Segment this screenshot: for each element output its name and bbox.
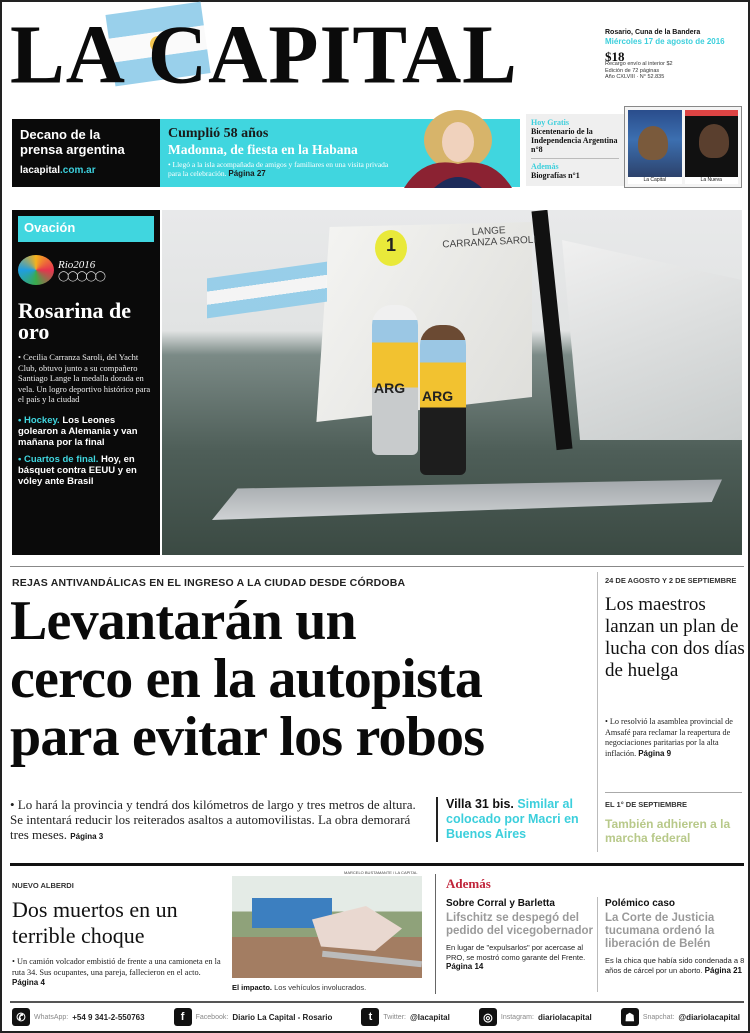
sail-name-2: CARRANZA SAROLI	[442, 234, 537, 251]
footer-divider	[10, 1001, 744, 1003]
photo-caption	[232, 983, 366, 992]
photo-credit: MARCELO BUSTAMANTE / LA CAPITAL	[344, 870, 418, 875]
portrait-graphic	[638, 126, 668, 160]
footer-label: Snapchat:	[642, 1013, 675, 1021]
sail-graphic	[562, 240, 742, 440]
social-footer	[8, 1005, 744, 1029]
brief-text: Los Leones golearon a Alemania y van mañana por la final	[18, 414, 138, 448]
madonna-photo	[394, 106, 522, 188]
page-ref: Página 21	[704, 965, 743, 975]
portrait-graphic	[699, 124, 729, 158]
ovacion-body: • Cecilia Carranza Saroli, del Yacht Club, obtuvo junto a su compañero Santiago Lange la medalla dorada en vela. Un logro deportivo histórico para el país y la ciudad	[18, 352, 151, 404]
whatsapp-icon: ✆	[12, 1008, 30, 1026]
page-ref: Página 4	[12, 978, 45, 987]
side-key: Villa 31 bis.	[446, 797, 514, 811]
teachers-body	[605, 717, 743, 759]
main-lede	[10, 797, 430, 844]
price-note: Recargo envío al interior $2	[605, 61, 673, 67]
headline-line: cerco en la autopista	[10, 648, 483, 710]
villa31-sidebar[interactable]	[436, 797, 591, 842]
crash-kicker: NUEVO ALBERDI	[12, 881, 74, 890]
ovacion-headline: Rosarina de oro	[18, 298, 132, 344]
page-ref: Página 3	[70, 832, 104, 841]
footer-value: @diariolacapital	[678, 1012, 740, 1022]
decano-line2: prensa argentina	[20, 142, 125, 157]
footer-label: Twitter:	[383, 1013, 406, 1021]
teaser-body-text: • Llegó a la isla acompañada de amigos y familiares en una visita privada para la celebración.	[168, 160, 389, 178]
logo-capital: CAPITAL	[147, 8, 518, 101]
ademas-label: Además	[446, 876, 491, 891]
headline-line: para evitar los robos	[10, 706, 485, 768]
brief-hockey	[18, 415, 154, 448]
issue-number: Año CXLVIII · N° 52.835	[605, 74, 665, 80]
page-ref: Página 9	[638, 748, 672, 758]
story-body: En lugar de "expulsarlos" por acercase al PRO, se mostró como garante del Frente.	[446, 943, 586, 962]
edition-meta	[605, 28, 745, 81]
march-headline[interactable]: También adhieren a la marcha federal	[605, 817, 731, 845]
footer-value: +54 9 341-2-550763	[72, 1012, 145, 1022]
bib-text: ARG	[422, 388, 454, 404]
footer-value: diariolacapital	[537, 1012, 592, 1022]
rio-text: Rio2016	[58, 258, 96, 271]
cover-bicentenario	[628, 110, 682, 184]
date-line: Miércoles 17 de agosto de 2016	[605, 37, 725, 46]
waving-flag-graphic	[207, 262, 327, 319]
teachers-kicker: 24 DE AGOSTO Y 2 DE SEPTIEMBRE	[605, 576, 737, 585]
url-tld: .com.ar	[60, 165, 96, 176]
column-divider	[435, 874, 436, 994]
teaser-kicker: Cumplió 58 años	[168, 126, 269, 141]
story-kicker: Polémico caso	[605, 898, 676, 909]
teachers-headline[interactable]: Los maestros lanzan un plan de lucha con dos días de huelga	[605, 594, 745, 681]
cover-caption: La Capital	[628, 177, 682, 184]
olympic-rings-icon: ◯◯◯◯◯	[58, 270, 104, 282]
belen-story[interactable]	[605, 898, 745, 975]
snapchat-icon: ☗	[621, 1008, 639, 1026]
facebook-icon: f	[174, 1008, 192, 1026]
footer-label: Facebook:	[195, 1013, 229, 1021]
story-kicker: Sobre Corral y Barletta	[446, 898, 555, 909]
footer-facebook[interactable]	[174, 1008, 333, 1026]
sailing-gold-photo	[162, 210, 742, 555]
website-link[interactable]	[20, 165, 152, 176]
crash-photo	[232, 876, 422, 978]
city-line: Rosario, Cuna de la Bandera	[605, 29, 701, 36]
brief-key: • Cuartos de final.	[18, 453, 99, 465]
side-text: Similar al colocado por Macri en Buenos Aires	[446, 797, 579, 841]
guardrail-graphic	[322, 951, 422, 967]
price: $18	[605, 49, 625, 64]
cover-biografias	[685, 110, 739, 184]
section-divider	[10, 863, 744, 866]
footer-label: WhatsApp:	[34, 1013, 69, 1021]
sail-name-1: LANGE	[471, 225, 506, 238]
cover-caption: La Nueva	[685, 177, 739, 184]
crash-body	[12, 957, 227, 989]
main-kicker: REJAS ANTIVANDÁLICAS EN EL INGRESO A LA CIUDAD DESDE CÓRDOBA	[12, 577, 406, 589]
caption-text: Los vehículos involucrados.	[272, 983, 367, 992]
lede-text: • Lo hará la provincia y tendrá dos kilómetros de largo y tres metros de altura. Se intentará reducir los reiterados asaltos a automovilistas. La obra demorará tres meses.	[10, 797, 416, 842]
bib-text: ARG	[374, 380, 406, 396]
decano-box	[12, 119, 160, 187]
crash-headline[interactable]: Dos muertos en un terrible choque	[12, 897, 178, 948]
teaser-body	[168, 160, 403, 178]
page-ref: Página 14	[446, 962, 484, 971]
ovacion-tag: Ovación	[18, 216, 154, 242]
headline-line: Levantarán un	[10, 590, 356, 652]
divider	[531, 158, 619, 159]
footer-whatsapp[interactable]	[12, 1008, 145, 1026]
sail-number-badge: 1	[375, 230, 407, 266]
story-headline: Lifschitz se despegó del pedido del vicegobernador	[446, 912, 593, 937]
footer-value: @lacapital	[409, 1012, 450, 1022]
story-body: Es la chica que había sido condenada a 8 años de cárcel por un aborto.	[605, 956, 745, 975]
caption-key: El impacto.	[232, 983, 273, 992]
free-supplement-box	[526, 114, 624, 186]
footer-snapchat[interactable]	[621, 1008, 740, 1026]
masthead-logo[interactable]	[10, 9, 518, 101]
ademas-label: Además	[531, 162, 559, 171]
url-main: lacapital	[20, 165, 61, 176]
brief-cuartos	[18, 454, 154, 487]
divider	[605, 792, 742, 793]
supplement-1: Bicentenario de la Independencia Argentina n°8	[531, 127, 618, 154]
footer-twitter[interactable]	[361, 1008, 449, 1026]
teaser-headline: Madonna, de fiesta en la Habana	[168, 142, 358, 157]
rio-swirl-icon	[18, 255, 54, 285]
twitter-icon: t	[361, 1008, 379, 1026]
footer-label: Instagram:	[500, 1013, 534, 1021]
column-divider	[597, 897, 598, 992]
story-headline: La Corte de Justicia tucumana ordenó la liberación de Belén	[605, 912, 715, 950]
supplement-2: Biografías n°1	[531, 171, 580, 180]
decano-line1: Decano de la	[20, 127, 101, 142]
main-headline[interactable]	[10, 592, 595, 766]
footer-value: Diario La Capital - Rosario	[232, 1012, 333, 1022]
crash-body-text: • Un camión volcador embistió de frente a una camioneta en la ruta 34. Sus ocupantes, una pareja, fallecieron en el acto.	[12, 957, 221, 977]
logo-la: LA	[10, 8, 126, 101]
lifschitz-story[interactable]	[446, 898, 594, 972]
footer-instagram[interactable]	[479, 1008, 592, 1026]
ovacion-sidebar[interactable]	[12, 210, 160, 555]
catamaran-hull-graphic	[212, 475, 722, 520]
supplement-covers	[624, 106, 742, 188]
instagram-icon: ◎	[479, 1008, 497, 1026]
hoy-gratis-label: Hoy Gratis	[531, 118, 569, 127]
column-divider	[597, 572, 598, 852]
teachers-body-text: • Lo resolvió la asamblea provincial de Amsafé para reclamar la reapertura de negociaciones paritarias por la alta inflación.	[605, 717, 733, 758]
edition-pages: Edición de 72 páginas	[605, 67, 660, 74]
march-kicker: EL 1° DE SEPTIEMBRE	[605, 800, 688, 809]
rio2016-logo	[18, 252, 154, 288]
brief-key: • Hockey.	[18, 414, 60, 426]
page-ref: Página 27	[228, 169, 266, 178]
brief-text: Hoy, en básquet contra EEUU y en vóley ante Brasil	[18, 453, 137, 487]
section-divider	[10, 566, 744, 567]
